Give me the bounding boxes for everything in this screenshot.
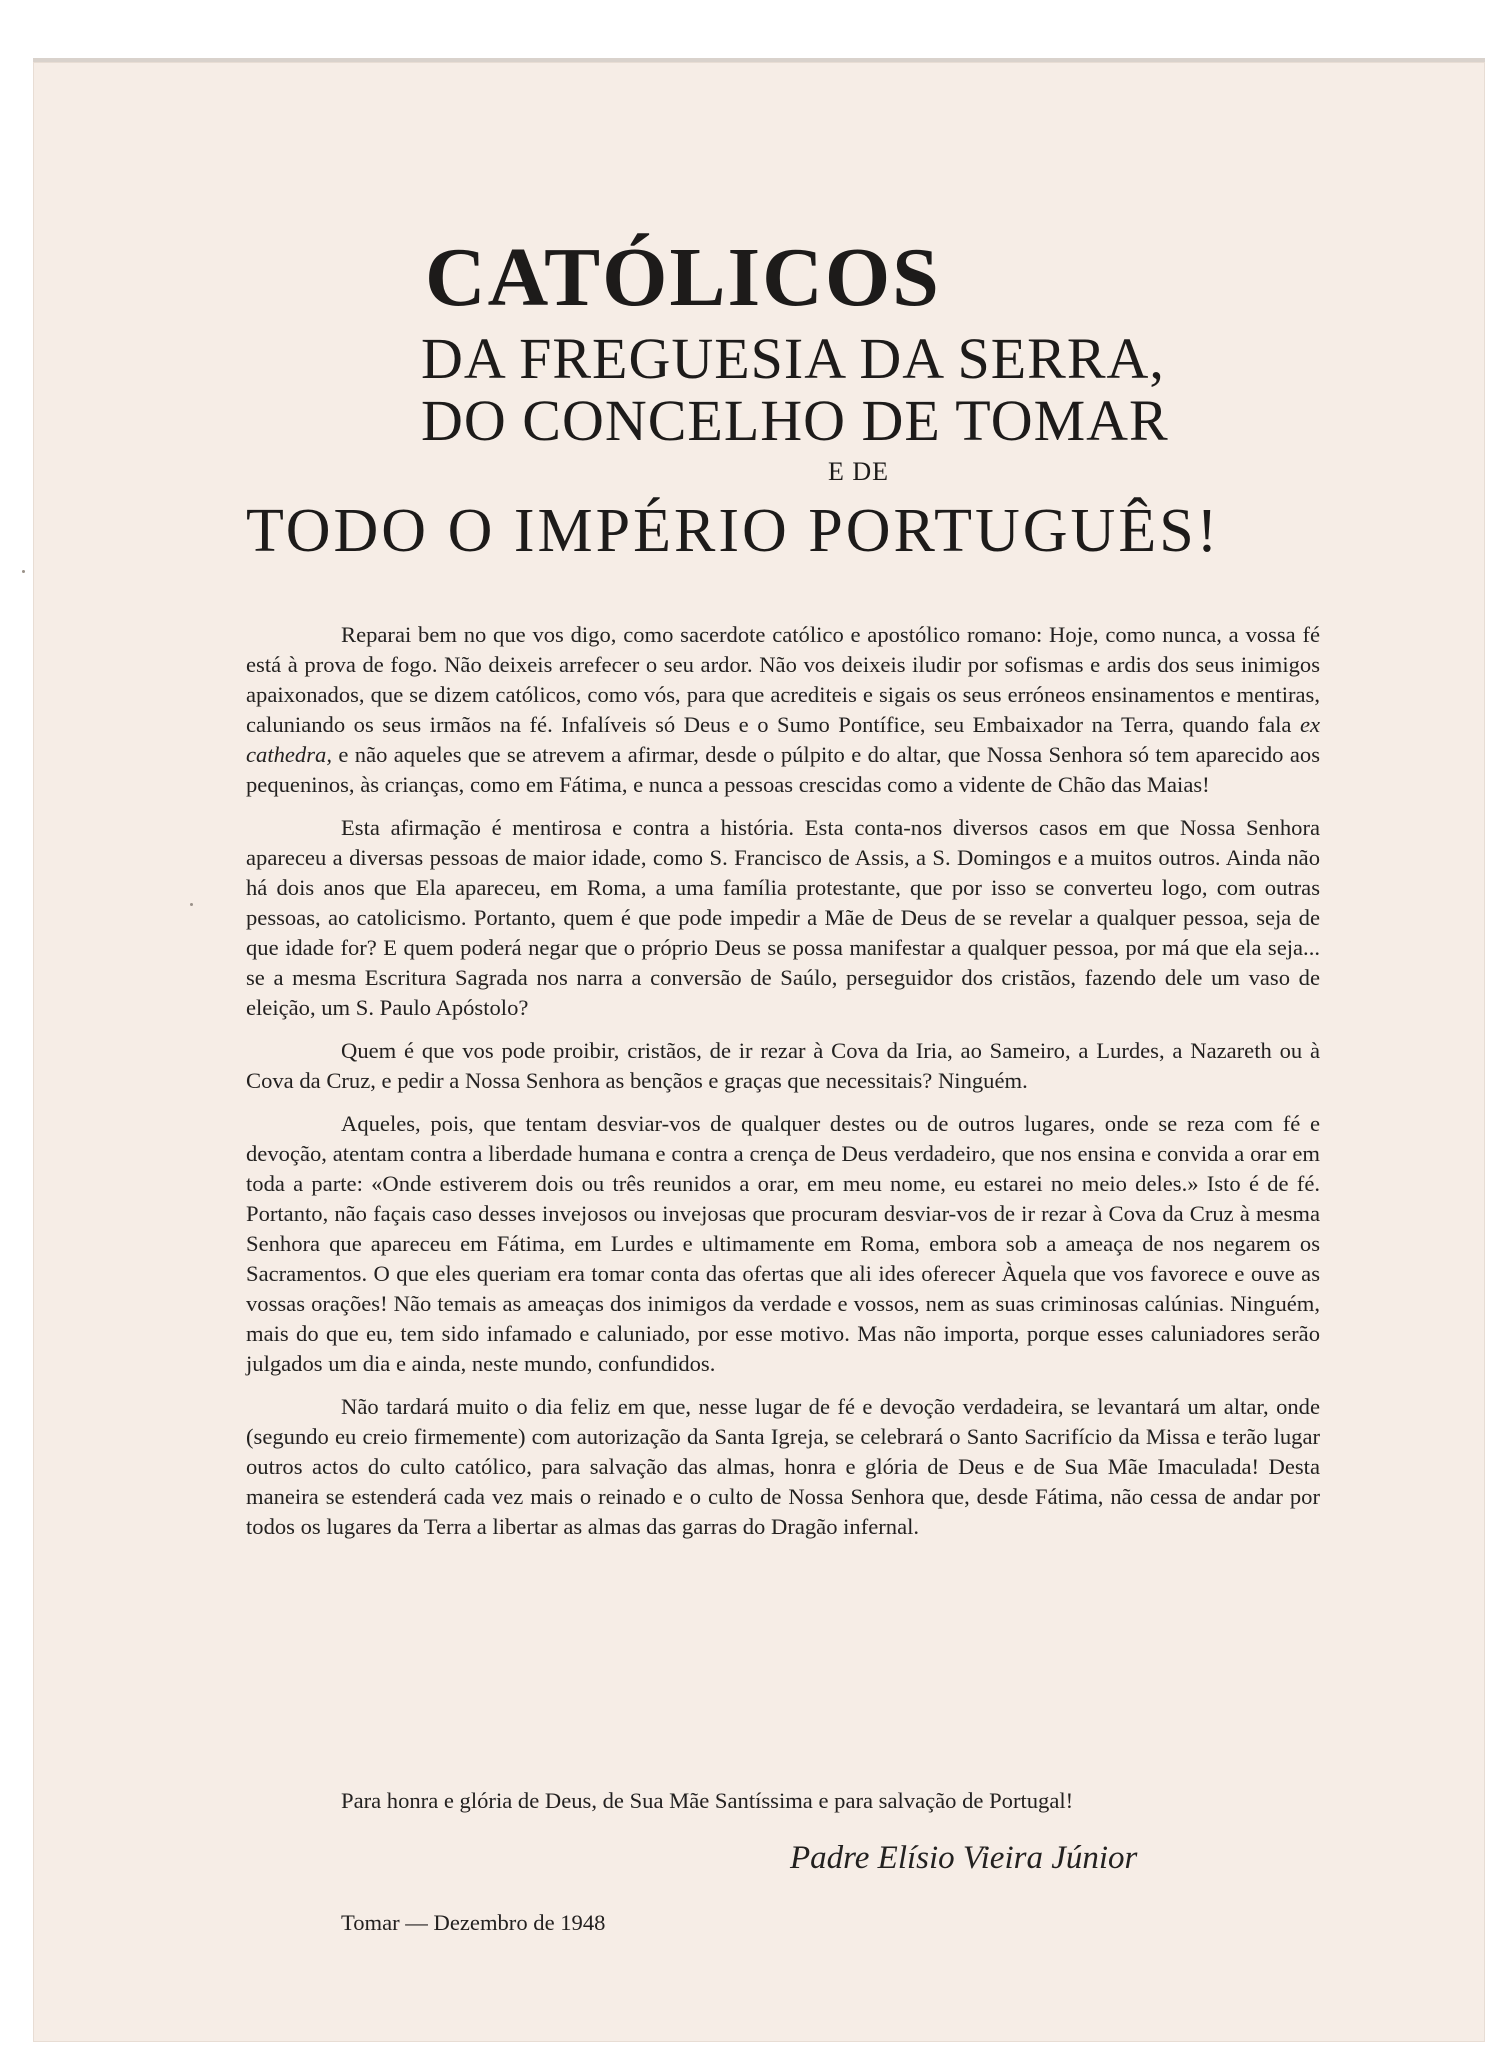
heading-catolicos: CATÓLICOS xyxy=(425,231,941,324)
ex-cathedra-italic: ex cathedra, xyxy=(246,712,1320,767)
letter-body xyxy=(246,620,1320,1555)
scan-speck xyxy=(190,903,193,906)
heading-e-de: E DE xyxy=(828,457,890,486)
place-date: Tomar — Dezembro de 1948 xyxy=(341,1910,606,1935)
paragraph-2: Esta afirmação é mentirosa e contra a história. Esta conta-nos diversos casos em que Nossa Senhora apareceu a diversas pessoas de maior idade, como S. Francisco de Assis, a S. Domingos e a muitos outros. Ainda não há dois anos que Ela apareceu, em Roma, a uma família protestante, que por isso se converteu logo, com outras pessoas, ao catolicismo. Portanto, quem é que pode impedir a Mãe de Deus de se revelar a qualquer pessoa, seja de que idade for? E quem poderá negar que o próprio Deus se possa manifestar a qualquer pessoa, por má que ela seja... se a mesma Escritura Sagrada nos narra a conversão de Saúlo, perseguidor dos cristãos, fazendo dele um vaso de eleição, um S. Paulo Apóstolo? xyxy=(246,815,1320,1020)
paragraph-1-end: e não aqueles que se atrevem a afirmar, desde o púlpito e do altar, que Nossa Senhora só tem aparecido aos pequeninos, às crianças, como em Fátima, e nunca a pessoas crescidas como a vidente de Chão das Maias! xyxy=(246,742,1320,797)
scan-speck xyxy=(22,570,25,573)
signature: Padre Elísio Vieira Júnior xyxy=(790,1840,1138,1876)
closing-line: Para honra e glória de Deus, de Sua Mãe Santíssima e para salvação de Portugal! xyxy=(341,1788,1074,1813)
paragraph-4: Aqueles, pois, que tentam desviar-vos de qualquer destes ou de outros lugares, onde se reza com fé e devoção, atentam contra a liberdade humana e contra a crença de Deus verdadeiro, que nos ensina e convida a orar em toda a parte: «Onde estiverem dois ou três reunidos a orar, em meu nome, eu estarei no meio deles.» Isto é de fé. Portanto, não façais caso desses invejosos ou invejosas que procuram desviar-vos de ir rezar à Cova da Cruz à mesma Senhora que apareceu em Fátima, em Lurdes e ultimamente em Roma, embora sob a ameaça de nos negarem os Sacramentos. O que eles queriam era tomar conta das ofertas que ali ides oferecer Àquela que vos favorece e ouve as vossas orações! Não temais as ameaças dos inimigos da verdade e vossos, nem as suas criminosas calúnias. Ninguém, mais do que eu, tem sido infamado e caluniado, por esse motivo. Mas não importa, porque esses caluniadores serão julgados um dia e ainda, neste mundo, confundidos. xyxy=(246,1111,1320,1376)
paragraph-1-start: Reparai bem no que vos digo, como sacerdote católico e apostólico romano: Hoje, como nunca, a vossa fé está à prova de fogo. Não deixeis arrefecer o seu ardor. Não vos deixeis iludir por sofismas e ardis dos seus inimigos apaixonados, que se dizem católicos, como vós, para que acrediteis e sigais os seus erróneos ensinamentos e mentiras, caluniando os seus irmãos na fé. Infalíveis só Deus e o Sumo Pontífice, seu Embaixador na Terra, quando fala xyxy=(246,622,1320,737)
heading-imperio: TODO O IMPÉRIO PORTUGUÊS! xyxy=(246,497,1221,565)
paragraph-3: Quem é que vos pode proibir, cristãos, de ir rezar à Cova da Iria, ao Sameiro, a Lurdes, a Nazareth ou à Cova da Cruz, e pedir a Nossa Senhora as bençãos e graças que necessitais? Ninguém. xyxy=(246,1038,1320,1093)
heading-concelho: DO CONCELHO DE TOMAR xyxy=(421,388,1169,453)
heading-freguesia: DA FREGUESIA DA SERRA, xyxy=(421,326,1165,391)
paragraph-1 xyxy=(246,620,1320,800)
paragraph-5: Não tardará muito o dia feliz em que, nesse lugar de fé e devoção verdadeira, se levantará um altar, onde (segundo eu creio firmemente) com autorização da Santa Igreja, se celebrará o Santo Sacrifício da Missa e terão lugar outros actos do culto católico, para salvação das almas, honra e glória de Deus e de Sua Mãe Imaculada! Desta maneira se estenderá cada vez mais o reinado e o culto de Nossa Senhora que, desde Fátima, não cessa de andar por todos os lugares da Terra a libertar as almas das garras do Dragão infernal. xyxy=(246,1394,1320,1539)
